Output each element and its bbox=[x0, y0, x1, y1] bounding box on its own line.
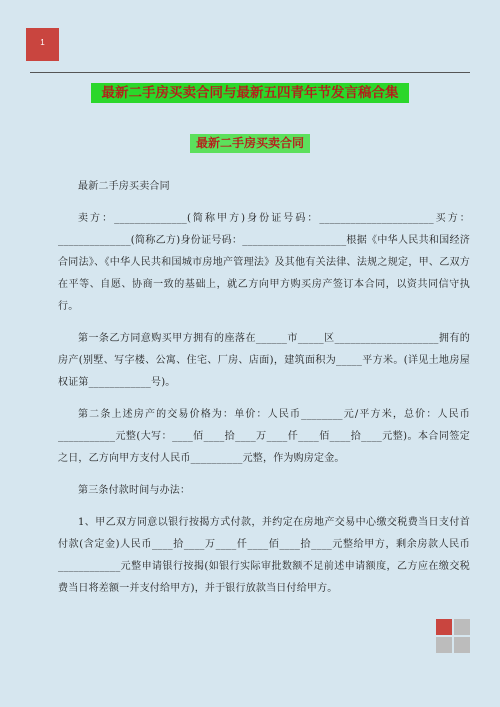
document-body bbox=[58, 176, 470, 610]
article-3-item-1: 1、甲乙双方同意以银行按揭方式付款，并约定在房地产交易中心缴交税费当日支付首付款(含定金)人民币____拾____万____仟____佰____拾____元整给甲方，剩余房款人民币____________元整申请银行按揭(如银行实际审批数额不足前述申请额度，乙方应在缴交税费当日将差额一并支付给甲方)，并于银行放款当日付给甲方。 bbox=[58, 517, 470, 594]
contract-title: 最新二手房买卖合同 bbox=[190, 134, 310, 153]
document-main-title: 最新二手房买卖合同与最新五四青年节发言稿合集 bbox=[91, 83, 409, 103]
article-1-paragraph: 第一条乙方同意购买甲方拥有的座落在______市_____区____________________拥有的房产(别墅、写字楼、公寓、住宅、厂房、店面)，建筑面积为_____平方米。(详见土地房屋权证第____________号)。 bbox=[58, 333, 470, 388]
article-2-paragraph: 第二条上述房产的交易价格为：单价：人民币________元/平方米，总价：人民币___________元整(大写：____佰____拾____万____仟____佰____拾____元整)。本合同签定之日，乙方向甲方支付人民币__________元整，作为购房定金。 bbox=[58, 409, 470, 464]
header-divider bbox=[30, 72, 470, 73]
parties-paragraph: 卖方：______________(简称甲方)身份证号码：______________________买方：______________(简称乙方)身份证号码：____________________根据《中华人民共和国经济合同法》、《中华人民共和国城市房地产管理法》及其他有关法律、法规之规定，甲、乙双方在平等、自愿、协商一致的基础上，就乙方向甲方购买房产签订本合同，以资共同信守执行。 bbox=[58, 213, 470, 312]
contract-heading: 最新二手房买卖合同 bbox=[78, 181, 170, 192]
decorative-squares-icon bbox=[436, 619, 470, 653]
page-number-badge: 1 bbox=[26, 28, 59, 61]
article-3-heading: 第三条付款时间与办法： bbox=[78, 485, 191, 496]
